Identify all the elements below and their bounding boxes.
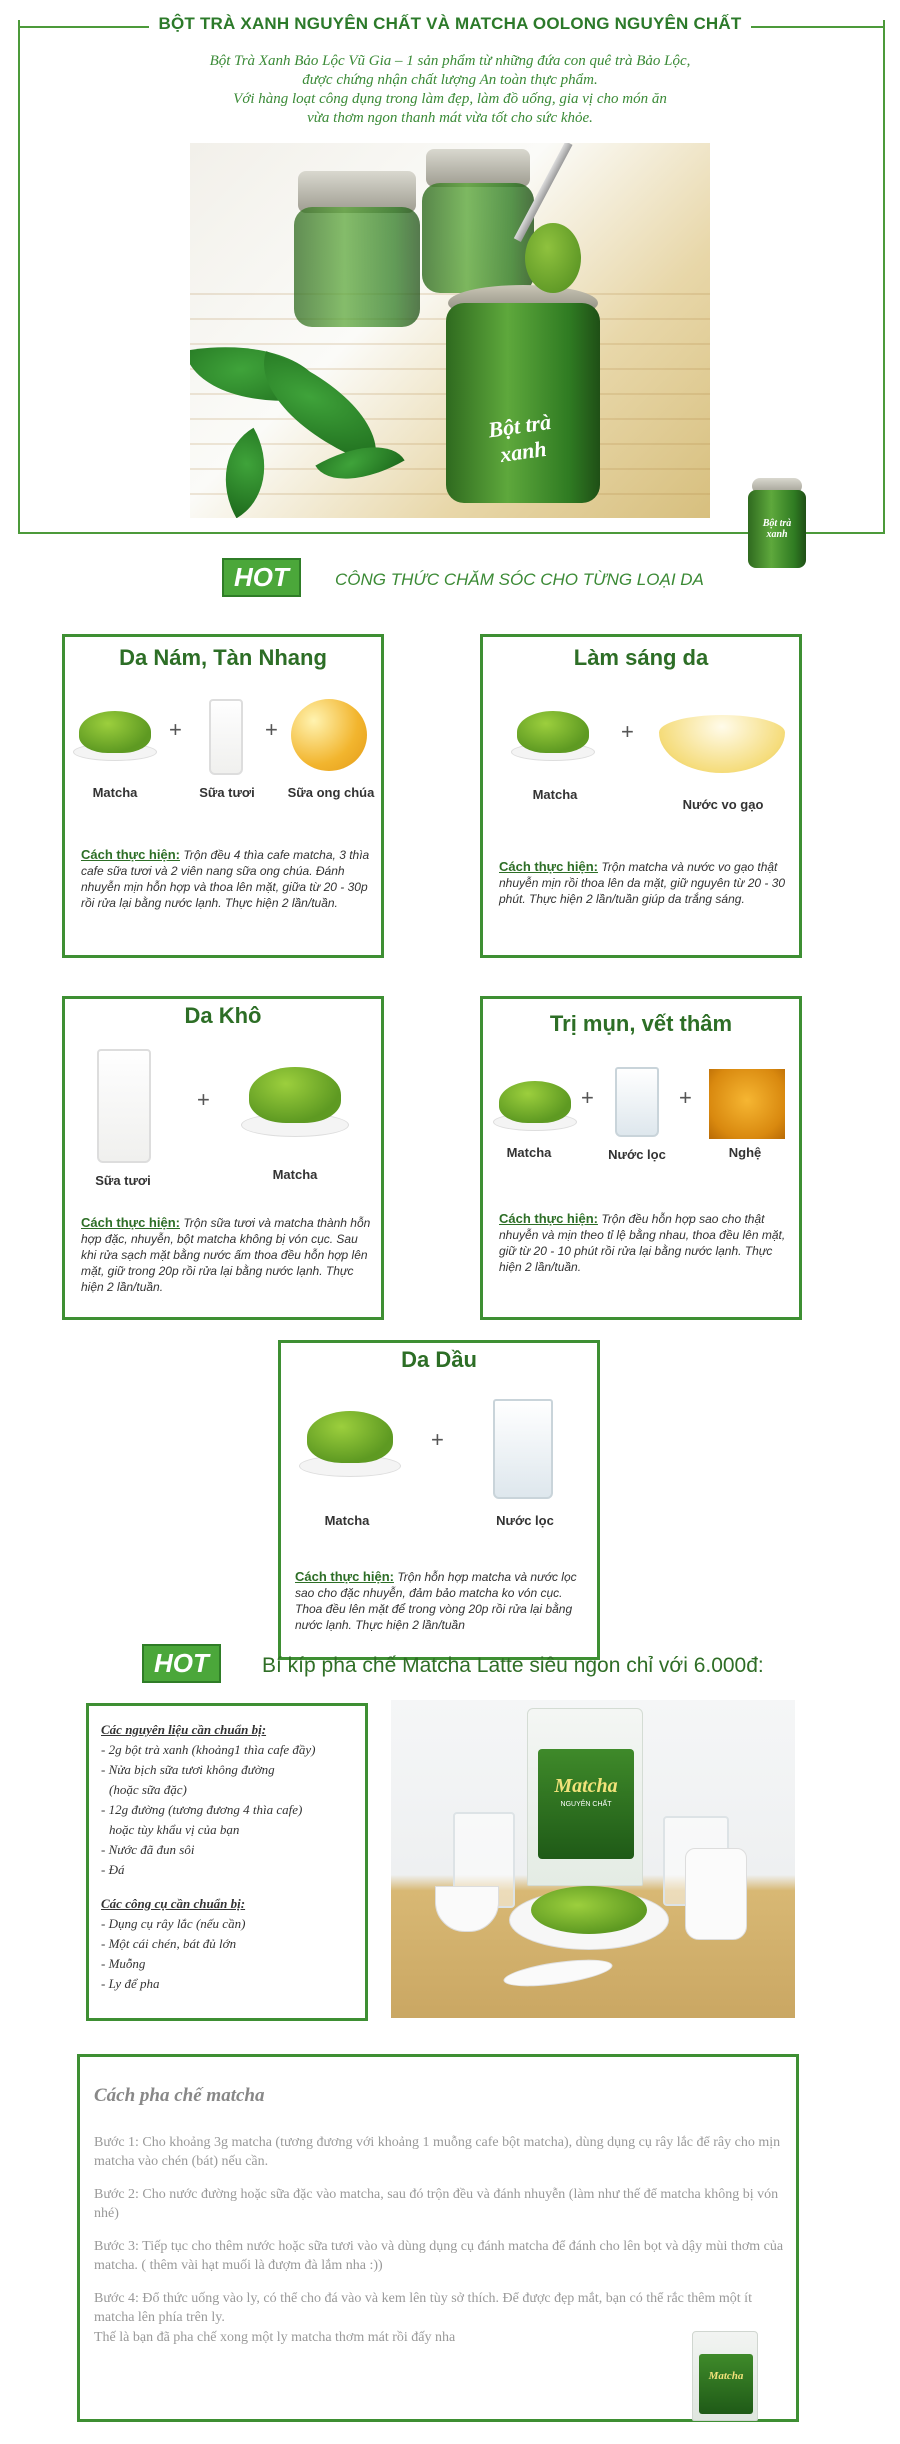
card-instructions bbox=[81, 1215, 375, 1295]
card-instructions bbox=[81, 847, 375, 911]
howto-label: Cách thực hiện: bbox=[499, 1211, 598, 1226]
milk-glass-image bbox=[209, 699, 243, 775]
card-acne bbox=[480, 996, 802, 1320]
ingredient-label: Nghệ bbox=[728, 1145, 762, 1160]
ingredient-label: Nước lọc bbox=[496, 1513, 554, 1528]
plus-icon: + bbox=[197, 1087, 210, 1112]
matcha-powder-image bbox=[69, 697, 161, 769]
step-item: Bước 2: Cho nước đường hoặc sữa đặc vào matcha, sau đó trộn đều và đánh nhuyễn (làm như thế để matcha không bị vón nhé) bbox=[94, 2187, 779, 2221]
matcha-powder-image bbox=[489, 1067, 581, 1139]
tools-title: Các công cụ cần chuẩn bị: bbox=[101, 1896, 246, 1911]
howto-text: Trộn đều hỗn hợp sao cho thật nhuyễn và mịn theo tỉ lệ bằng nhau, thoa đều lên mặt, giữ từ 20 - 10 phút rồi rửa lại bằng nước lạnh. Thực hiện 2 lần/tuần. bbox=[499, 1212, 786, 1274]
ingredient-item: hoặc tùy khẩu vị của bạn bbox=[109, 1822, 240, 1837]
ingredient-label: Nước vo gạo bbox=[682, 797, 764, 812]
card-oily-skin bbox=[278, 1340, 600, 1660]
royal-jelly-image bbox=[291, 699, 367, 771]
ingredient-label: Sữa ong chúa bbox=[287, 785, 375, 800]
ingredient-item: (hoặc sữa đặc) bbox=[109, 1782, 187, 1797]
bag-sublabel: NGUYÊN CHẤT bbox=[560, 1801, 612, 1808]
card-dry-skin bbox=[62, 996, 384, 1320]
ingredient-item: - 12g đường (tương đương 4 thìa cafe) bbox=[101, 1802, 303, 1817]
hot-badge: HOT bbox=[222, 558, 301, 597]
bag-label: Matcha bbox=[708, 2370, 744, 2382]
intro-line: vừa thơm ngon thanh mát vừa tốt cho sức khỏe. bbox=[307, 110, 593, 126]
step-item: Bước 3: Tiếp tục cho thêm nước hoặc sữa tươi vào và dùng dụng cụ đánh matcha để đánh cho lên bọt và dậy mùi thơm của matcha. ( thêm vài hạt muối là đượm đà lắm nha :)) bbox=[94, 2239, 784, 2273]
plus-icon: + bbox=[431, 1427, 444, 1452]
intro-line: Bột Trà Xanh Bảo Lộc Vũ Gia – 1 sản phẩm từ những đứa con quê trà Bảo Lộc, bbox=[209, 53, 691, 69]
card-freckles bbox=[62, 634, 384, 958]
intro-line: được chứng nhận chất lượng An toàn thực phẩm. bbox=[302, 72, 598, 88]
ingredient-label: Matcha bbox=[324, 1513, 370, 1528]
card-title: Làm sáng da bbox=[573, 645, 709, 670]
milk-glass-image bbox=[97, 1049, 151, 1163]
jar-label: Bột trà xanh bbox=[486, 408, 553, 468]
howto-text: Trộn sữa tươi và matcha thành hỗn hợp đặc, nhuyễn, bột matcha không bị vón cục. Sau khi rửa sạch mặt bằng nước ấm thoa đều hỗn hợp lên mặt, giữ trong 20p rồi rửa lại bằng nước lạnh. Thực hiện 2 lần/tuần. bbox=[81, 1216, 371, 1294]
intro-text bbox=[120, 52, 780, 128]
ingredient-item: - 2g bột trà xanh (khoảng1 thìa cafe đầy) bbox=[101, 1742, 316, 1757]
latte-photo bbox=[391, 1700, 795, 2018]
matcha-powder-image bbox=[235, 1049, 355, 1149]
bag-label: Matcha bbox=[554, 1775, 618, 1797]
card-instructions bbox=[499, 859, 793, 907]
step-item: Bước 4: Đổ thức uống vào ly, có thể cho đá vào và kem lên tùy sở thích. Để được đẹp mắt, bạn có thể rắc thêm một ít matcha lên phía trên ly. bbox=[94, 2291, 752, 2325]
ingredient-label: Sữa tươi bbox=[95, 1173, 151, 1188]
plus-icon: + bbox=[581, 1085, 594, 1110]
plus-icon: + bbox=[265, 717, 278, 742]
steps-box bbox=[77, 2054, 799, 2422]
page-title bbox=[0, 14, 900, 34]
howto-label: Cách thực hiện: bbox=[295, 1569, 394, 1584]
howto-label: Cách thực hiện: bbox=[81, 1215, 180, 1230]
matcha-powder-image bbox=[507, 697, 599, 769]
howto-text: Trộn matcha và nước vo gạo thật nhuyễn mịn rồi thoa lên da mặt, giữ nguyên từ 20 - 30 phút. Thực hiện 2 lần/tuần giúp da trắng sáng. bbox=[499, 860, 786, 906]
card-title: Da Dầu bbox=[401, 1347, 477, 1372]
card-title: Da Nám, Tàn Nhang bbox=[119, 645, 327, 670]
turmeric-image bbox=[709, 1069, 785, 1139]
steps-title: Cách pha chế matcha bbox=[94, 2085, 265, 2106]
tool-item: - Ly để pha bbox=[101, 1976, 160, 1991]
ingredient-label: Matcha bbox=[272, 1167, 318, 1182]
plus-icon: + bbox=[679, 1085, 692, 1110]
product-jar-thumbnail bbox=[746, 478, 808, 570]
ingredient-item: - Đá bbox=[101, 1862, 125, 1877]
ingredient-label: Nước lọc bbox=[608, 1147, 666, 1162]
card-instructions bbox=[295, 1569, 591, 1633]
howto-text: Trộn đều 4 thìa cafe matcha, 3 thìa cafe sữa tươi và 2 viên nang sữa ong chúa. Đánh nhuyễn mịn hỗn hợp và thoa lên mặt, giữa từ 20 - 30p rồi rửa lại bằng nước lạnh. Thực hiện 2 lần/tuần. bbox=[81, 848, 370, 910]
water-glass-image bbox=[493, 1399, 553, 1499]
ingredients-box bbox=[86, 1703, 368, 2021]
skincare-heading: CÔNG THỨC CHĂM SÓC CHO TỪNG LOẠI DA bbox=[335, 570, 704, 589]
tool-item: - Muỗng bbox=[101, 1956, 146, 1971]
plus-icon: + bbox=[621, 719, 634, 744]
thumbnail-label: Bột trà xanh bbox=[762, 518, 792, 540]
rice-water-image bbox=[659, 715, 785, 773]
ingredient-label: Matcha bbox=[92, 785, 138, 800]
ingredient-label: Sữa tươi bbox=[199, 785, 255, 800]
hot-badge: HOT bbox=[142, 1644, 221, 1683]
ingredient-item: - Nước đã đun sôi bbox=[101, 1842, 195, 1857]
ingredient-label: Matcha bbox=[506, 1145, 552, 1160]
card-brightening bbox=[480, 634, 802, 958]
tool-item: - Dụng cụ rây lắc (nếu cần) bbox=[101, 1916, 246, 1931]
card-title: Da Khô bbox=[184, 1003, 262, 1028]
ingredient-label: Matcha bbox=[532, 787, 578, 802]
water-glass-image bbox=[615, 1067, 659, 1137]
step-item: Bước 1: Cho khoảng 3g matcha (tương đương với khoảng 1 muỗng cafe bột matcha), dùng dụng cụ rây lắc để rây cho mịn matcha vào chén (bát) nếu cần. bbox=[94, 2135, 781, 2169]
card-title: Trị mụn, vết thâm bbox=[549, 1011, 733, 1036]
howto-text: Trộn hỗn hợp matcha và nước lọc sao cho đặc nhuyễn, đảm bảo matcha ko vón cục. Thoa đều lên mặt để trong vòng 20p rồi rửa lại bằng nước lạnh. Thực hiện 2 lần/tuần bbox=[295, 1570, 577, 1632]
ingredients-title: Các nguyên liệu cần chuẩn bị: bbox=[101, 1722, 267, 1737]
matcha-bag-image bbox=[527, 1708, 643, 1886]
page-title-text: BỘT TRÀ XANH NGUYÊN CHẤT VÀ MATCHA OOLONG NGUYÊN CHẤT bbox=[149, 14, 752, 33]
howto-label: Cách thực hiện: bbox=[499, 859, 598, 874]
ingredient-item: - Nửa bịch sữa tươi không đường bbox=[101, 1762, 275, 1777]
plus-icon: + bbox=[169, 717, 182, 742]
tool-item: - Một cái chén, bát đủ lớn bbox=[101, 1936, 237, 1951]
card-instructions bbox=[499, 1211, 793, 1275]
matcha-powder-image bbox=[295, 1391, 405, 1491]
howto-label: Cách thực hiện: bbox=[81, 847, 180, 862]
latte-heading: Bí kíp pha chế Matcha Latte siêu ngon chỉ với 6.000đ: bbox=[262, 1654, 764, 1677]
hero-photo bbox=[190, 143, 710, 518]
matcha-bag-thumbnail bbox=[692, 2331, 758, 2421]
step-item: Thế là bạn đã pha chế xong một ly matcha thơm mát rồi đấy nha bbox=[94, 2330, 456, 2345]
intro-line: Với hàng loạt công dụng trong làm đẹp, làm đồ uống, gia vị cho món ăn bbox=[233, 91, 667, 107]
